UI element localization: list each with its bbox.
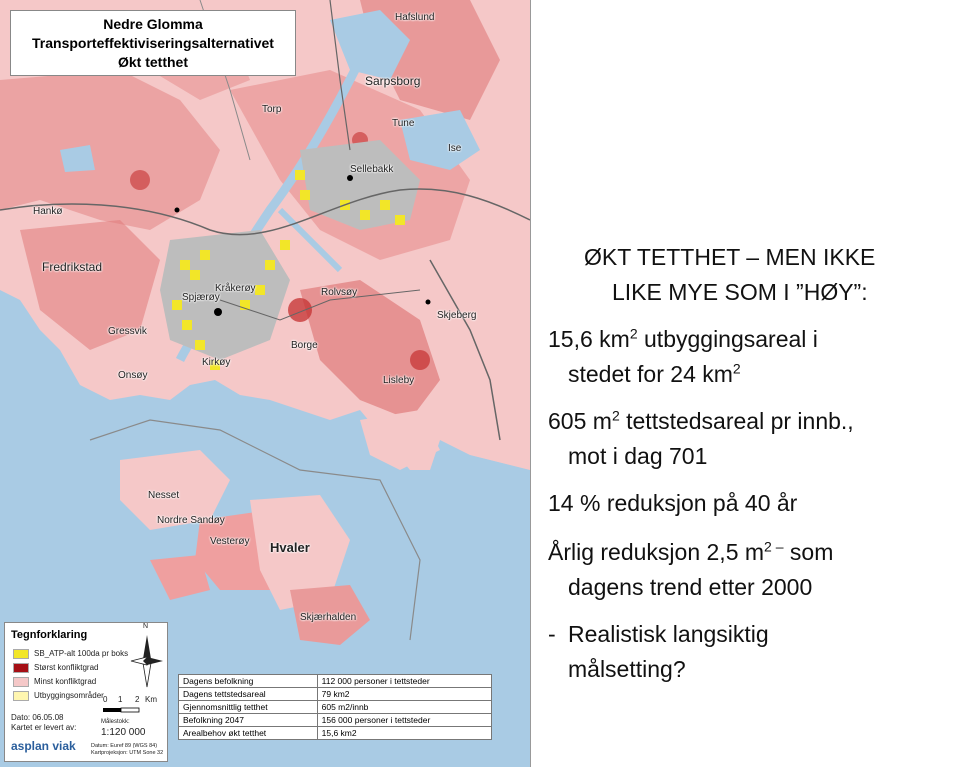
legend-item-label: Størst konfliktgrad bbox=[34, 663, 99, 673]
legend-swatch bbox=[13, 649, 29, 659]
bullet-text: stedet for 24 $km^2$ bbox=[568, 360, 741, 387]
place-label: Nordre Sandøy bbox=[157, 515, 225, 526]
town-marker bbox=[347, 175, 353, 181]
table-row bbox=[179, 714, 492, 727]
datum-note: Datum: Euref 89 (WGS 84) bbox=[91, 743, 158, 749]
bullet-text: Realistisk langsiktig bbox=[568, 621, 769, 647]
bullet-text: mot i dag 701 bbox=[568, 443, 708, 469]
table-row bbox=[179, 701, 492, 714]
town-marker bbox=[214, 308, 222, 316]
stat-value: 15,6 km2 bbox=[317, 727, 491, 740]
scale-unit: Km bbox=[145, 695, 157, 704]
place-label: Sarpsborg bbox=[365, 74, 421, 88]
place-label: Kråkerøy bbox=[215, 283, 256, 294]
place-label: Fredrikstad bbox=[42, 260, 103, 274]
compass-label: N bbox=[143, 623, 149, 630]
legend-item-label: Utbyggingsområder bbox=[34, 691, 104, 701]
table-row bbox=[179, 727, 492, 740]
scale-value: 1:120 000 bbox=[101, 727, 146, 738]
place-label: Vesterøy bbox=[210, 536, 250, 547]
scale-bar bbox=[101, 705, 151, 715]
island-hvaler bbox=[150, 555, 210, 600]
place-label: Nesset bbox=[148, 490, 180, 501]
conflict-zone-high bbox=[288, 298, 312, 322]
place-label: Lisleby bbox=[383, 375, 415, 386]
map-title-line: Nedre Glomma bbox=[103, 16, 203, 32]
place-label: Hvaler bbox=[270, 540, 310, 555]
projection-note: Kartprojeksjon: UTM Sone 32 bbox=[91, 750, 164, 756]
place-label: Rolvsøy bbox=[321, 287, 358, 298]
legend-item bbox=[13, 649, 128, 659]
place-label: Borge bbox=[291, 340, 318, 351]
place-label: Hafslund bbox=[395, 12, 435, 23]
panel-heading: LIKE MYE SOM I ”HØY”: bbox=[612, 279, 868, 305]
legend-item bbox=[13, 677, 96, 687]
place-label: Hankø bbox=[33, 206, 63, 217]
legend-item-label: Minst konfliktgrad bbox=[34, 677, 97, 687]
map-title-box bbox=[10, 10, 296, 76]
place-label: Spjærøy bbox=[182, 292, 220, 303]
legend-swatch bbox=[13, 691, 29, 701]
conflict-zone-high bbox=[410, 350, 430, 370]
place-label: Skjærhalden bbox=[300, 612, 357, 623]
bullet-dash: - bbox=[548, 621, 556, 647]
place-label: Onsøy bbox=[118, 370, 148, 381]
place-label: Sellebakk bbox=[350, 164, 394, 175]
stat-value: 79 km2 bbox=[317, 688, 491, 701]
stat-label: Dagens tettstedsareal bbox=[179, 688, 318, 701]
panel-heading: ØKT TETTHET – MEN IKKE bbox=[584, 244, 876, 270]
bullet-text: målsetting? bbox=[568, 656, 686, 682]
bullet-text: 15,6 $km^2$ utbyggingsareal i bbox=[548, 325, 818, 352]
legend-swatch bbox=[13, 663, 29, 673]
scale-tick: 0 bbox=[103, 695, 108, 704]
map-title-line: Økt tetthet bbox=[118, 54, 188, 70]
legend-swatch bbox=[13, 677, 29, 687]
stat-value: 605 m2/innb bbox=[317, 701, 491, 714]
text-panel bbox=[530, 0, 960, 767]
bullet-text: 14 % reduksjon på 40 år bbox=[548, 490, 798, 516]
legend-item bbox=[13, 663, 98, 673]
town-marker bbox=[175, 208, 180, 213]
scale-caption: Målestokk: bbox=[101, 719, 130, 725]
bullet-text: 605 $m^2$ tettstedsareal pr innb., bbox=[548, 407, 854, 434]
stat-label: Arealbehov økt tetthet bbox=[179, 727, 318, 740]
stat-label: Gjennomsnittlig tetthet bbox=[179, 701, 318, 714]
legend-box bbox=[4, 622, 168, 762]
table-row bbox=[179, 675, 492, 688]
place-label: Skjeberg bbox=[437, 310, 477, 321]
stat-value: 156 000 personer i tettsteder bbox=[317, 714, 491, 727]
bullet-text: dagens trend etter 2000 bbox=[568, 574, 813, 600]
legend-item-label: SB_ATP-alt 100da pr boks bbox=[34, 649, 129, 659]
legend-title: Tegnforklaring bbox=[11, 629, 88, 641]
bullet-text: Årlig reduksjon 2,5 $m^{2 -}$ som bbox=[548, 538, 834, 565]
stat-label: Dagens befolkning bbox=[179, 675, 318, 688]
town-marker bbox=[426, 300, 431, 305]
place-label: Gressvik bbox=[108, 326, 147, 337]
place-label: Kirkøy bbox=[202, 357, 231, 368]
place-label: Tune bbox=[392, 118, 415, 129]
table-row bbox=[179, 688, 492, 701]
company-logo: asplan viak bbox=[11, 739, 76, 753]
stats-table bbox=[178, 674, 492, 740]
map-date: Dato: 06.05.08 bbox=[11, 713, 64, 722]
stat-value: 112 000 personer i tettsteder bbox=[317, 675, 491, 688]
conflict-zone-high bbox=[130, 170, 150, 190]
place-label: Torp bbox=[262, 104, 282, 115]
compass-rose-icon bbox=[129, 631, 165, 689]
place-label: Ise bbox=[448, 143, 462, 154]
scale-tick: 1 bbox=[118, 695, 123, 704]
map-title-line: Transporteffektiviseringsalternativet bbox=[32, 35, 274, 51]
scale-tick: 2 bbox=[135, 695, 140, 704]
stat-label: Befolkning 2047 bbox=[179, 714, 318, 727]
legend-item bbox=[13, 691, 104, 701]
map-credit: Kartet er levert av: bbox=[11, 723, 77, 732]
